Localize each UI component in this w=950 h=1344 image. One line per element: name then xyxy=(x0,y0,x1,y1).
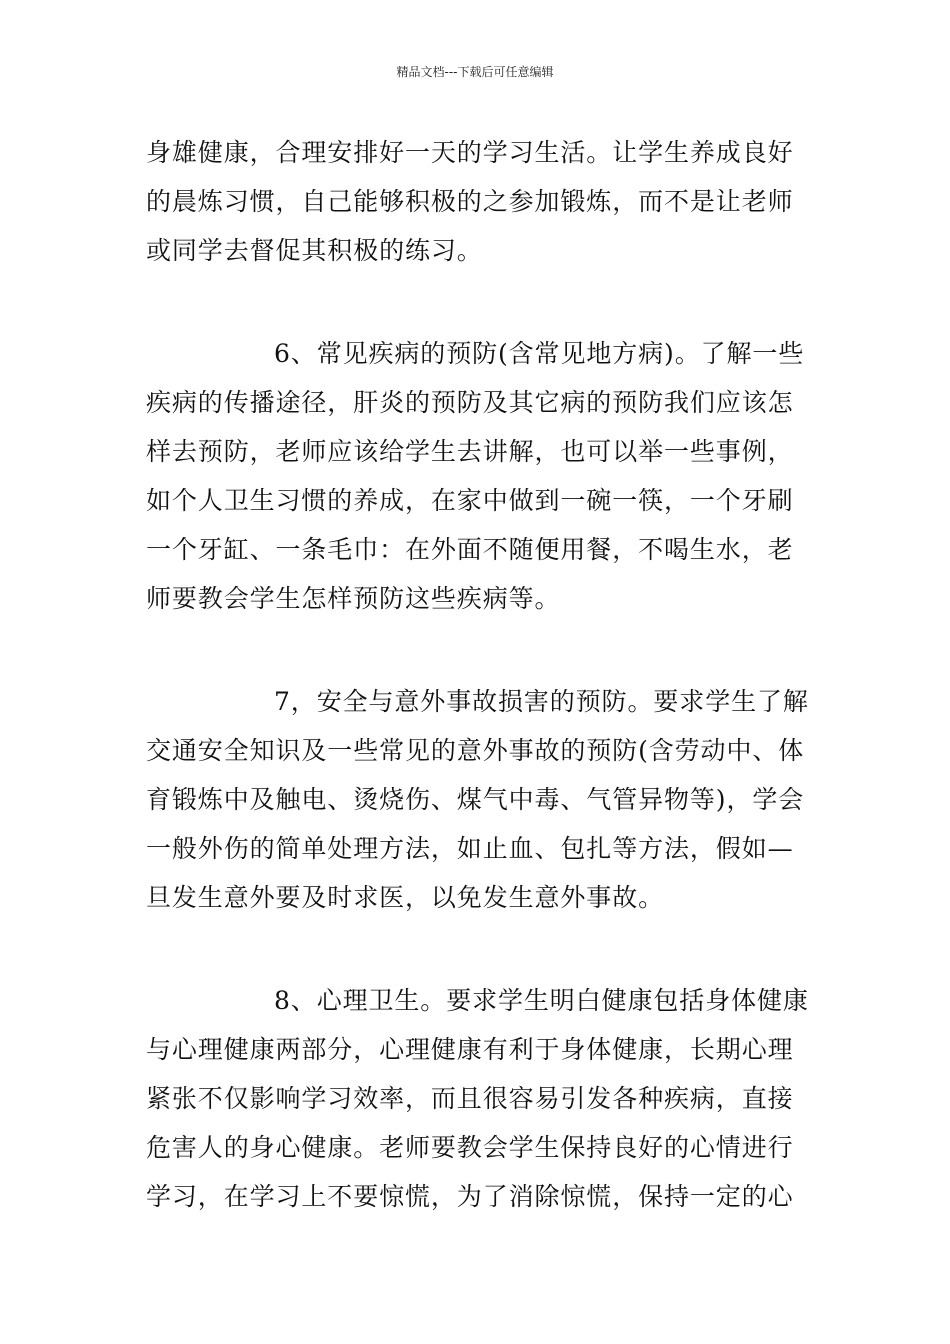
text-line: 如个人卫生习惯的养成，在家中做到一碗一筷，一个牙刷 xyxy=(146,486,794,515)
text-line xyxy=(146,976,810,1025)
paragraph-continuation xyxy=(146,128,810,275)
text-line: 紧张不仅影响学习效率，而且很容易引发各种疾病，直接 xyxy=(146,1084,794,1113)
paragraph-8-mental-health xyxy=(146,976,810,1221)
text-line: 疾病的传播途径，肝炎的预防及其它病的预防我们应该怎 xyxy=(146,388,794,417)
text-line: 师要教会学生怎样预防这些疾病等。 xyxy=(146,584,561,613)
text-line: 交通安全知识及一些常见的意外事故的预防(含劳动中、体 xyxy=(146,736,805,765)
text-line: 危害人的身心健康。老师要教会学生保持良好的心情进行 xyxy=(146,1133,794,1162)
text-line: 一般外伤的简单处理方法，如止血、包扎等方法，假如— xyxy=(146,834,794,863)
text-line: 的晨炼习惯，自己能够积极的之参加锻炼，而不是让老师 xyxy=(146,187,794,216)
text-line xyxy=(146,677,810,726)
text-line xyxy=(146,329,810,378)
text-line: 身雄健康，合理安排好一天的学习生活。让学生养成良好 xyxy=(146,138,794,167)
text-line: 育锻炼中及触电、烫烧伤、煤气中毒、气管异物等)，学会 xyxy=(146,785,805,814)
text-line: 样去预防，老师应该给学生去讲解，也可以举一些事例， xyxy=(146,437,794,466)
text-line: 或同学去督促其积极的练习。 xyxy=(146,236,483,265)
paragraph-7-accident-prevention xyxy=(146,677,810,922)
text-line-content: 7，安全与意外事故损害的预防。要求学生了解 xyxy=(274,687,809,716)
text-line: 与心理健康两部分，心理健康有利于身体健康，长期心理 xyxy=(146,1035,794,1064)
document-body xyxy=(146,128,810,1221)
text-line: 旦发生意外要及时求医，以免发生意外事故。 xyxy=(146,883,665,912)
text-line-content: 8、心理卫生。要求学生明白健康包括身体健康 xyxy=(274,986,809,1015)
paragraph-6-disease-prevention xyxy=(146,329,810,623)
text-line-content: 6、常见疾病的预防(含常见地方病)。了解一些 xyxy=(274,339,805,368)
text-line: 学习，在学习上不要惊慌，为了消除惊慌，保持一定的心 xyxy=(146,1182,794,1211)
text-line: 一个牙缸、一条毛巾：在外面不随便用餐，不喝生水，老 xyxy=(146,535,794,564)
page-header: 精品文档---下载后可任意编辑 xyxy=(396,65,554,79)
